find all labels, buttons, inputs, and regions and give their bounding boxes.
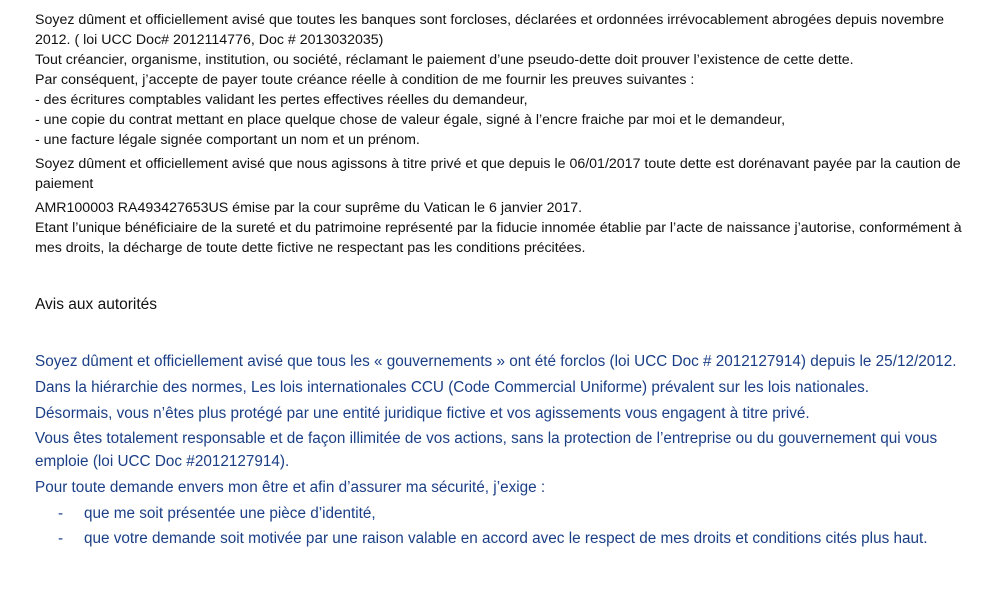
responsibility-paragraph: Vous êtes totalement responsable et de façon illimitée de vos actions, sans la protection de l’entreprise ou du gouvernement qui vous emploie (loi UCC Doc #2012127914). xyxy=(35,430,938,471)
norms-hierarchy-paragraph: Dans la hiérarchie des normes, Les lois internationales CCU (Code Commercial Uniforme) prévalent sur les lois nationales. xyxy=(35,378,870,396)
list-item-text: que votre demande soit motivée par une raison valable en accord avec le respect de mes droits et conditions cités plus haut. xyxy=(84,529,928,547)
demands-list xyxy=(35,503,980,551)
bond-reference-paragraph: AMR100003 RA493427653US émise par la cour suprême du Vatican le 6 janvier 2017. xyxy=(35,200,583,216)
creditor-proof-paragraph: Tout créancier, organisme, institution, ou société, réclamant le paiement d’une pseudo-dette doit prouver l’existence de cette dette. xyxy=(35,52,854,68)
proof-list-item: - une facture légale signée comportant un nom et un prénom. xyxy=(35,132,420,148)
demands-intro-paragraph: Pour toute demande envers mon être et afin d’assurer ma sécurité, j’exige : xyxy=(35,478,546,496)
authorities-heading: Avis aux autorités xyxy=(35,296,158,313)
private-capacity-paragraph: Soyez dûment et officiellement avisé que nous agissons à titre privé et que depuis le 06/01/2017 toute dette est dorénavant payée par la caution de paiement xyxy=(35,156,961,192)
beneficiary-paragraph: Etant l’unique bénéficiaire de la sureté et du patrimoine représenté par la fiducie innomée établie par l’acte de naissance j’autorise, conformément à mes droits, la décharge de toute dette fictive ne respectant pas les conditions précitées. xyxy=(35,220,962,256)
proof-list-item: - une copie du contrat mettant en place quelque chose de valeur égale, signé à l’encre fraiche par moi et le demandeur, xyxy=(35,112,786,128)
list-dash: - xyxy=(58,504,64,522)
list-dash: - xyxy=(58,529,64,547)
list-item-text: que me soit présentée une pièce d’identité, xyxy=(84,504,376,522)
list-item xyxy=(35,503,980,526)
governments-foreclosed-paragraph: Soyez dûment et officiellement avisé que tous les « gouvernements » ont été forclos (loi UCC Doc # 2012127914) depuis le 25/12/2012. xyxy=(35,353,957,370)
banks-foreclosed-paragraph: Soyez dûment et officiellement avisé que toutes les banques sont forcloses, déclarées et ordonnées irrévocablement abrogées depuis novembre 2012. ( loi UCC Doc# 2012114776, Doc # 2013032035) xyxy=(35,12,945,48)
banks-notice-section xyxy=(35,10,980,258)
authorities-notice-section xyxy=(35,351,980,552)
list-item xyxy=(35,528,980,551)
proof-list-item: - des écritures comptables validant les pertes effectives réelles du demandeur, xyxy=(35,92,528,108)
payment-conditions-paragraph: Par conséquent, j’accepte de payer toute créance réelle à condition de me fournir les preuves suivantes : xyxy=(35,72,695,88)
no-protection-paragraph: Désormais, vous n’êtes plus protégé par une entité juridique fictive et vos agissements vous engagent à titre privé. xyxy=(35,404,810,422)
